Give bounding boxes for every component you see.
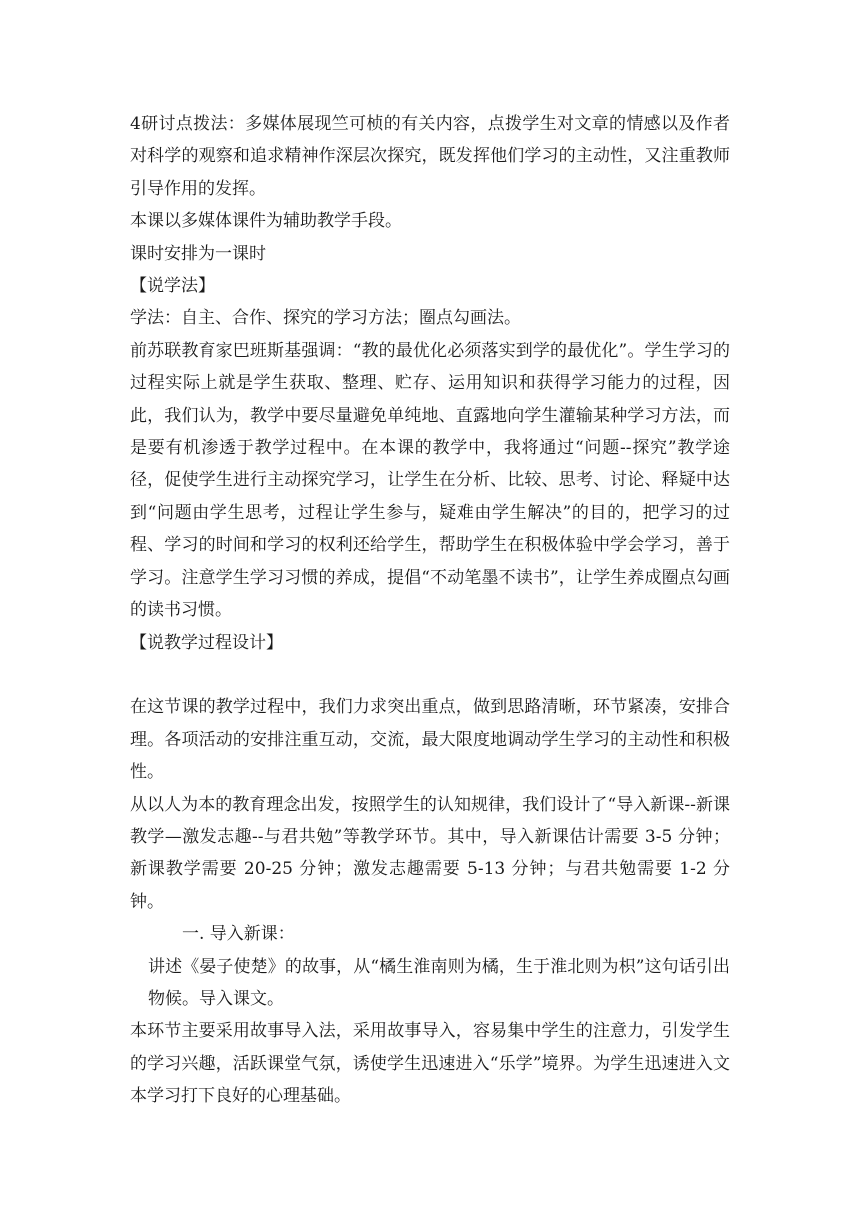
paragraph-research-method: 4研讨点拨法：多媒体展现竺可桢的有关内容，点拨学生对文章的情感以及作者对科学的观察和追求精神作深层次探究，既发挥他们学习的主动性，又注重教师引导作用的发挥。 (130, 114, 730, 199)
section-heading-process-design: 【说教学过程设计】 (130, 632, 283, 653)
paragraph-study-method: 学法：自主、合作、探究的学习方法；圈点勾画法。 (130, 308, 521, 329)
paragraph-story: 讲述《晏子使楚》的故事，从“橘生淮南则为橘，生于淮北则为枳”这句话引出物候。导入课文。 (148, 956, 730, 1009)
subheading-introduction: 一. 导入新课： (182, 924, 295, 945)
section-heading-study-method: 【说学法】 (130, 276, 215, 297)
paragraph-story-method: 本环节主要采用故事导入法，采用故事导入，容易集中学生的注意力，引发学生的学习兴趣，活跃课堂气氛，诱使学生迅速进入“乐学”境界。为学生迅速进入文本学习打下良好的心理基础。 (130, 1021, 730, 1107)
paragraph-teaching-steps: 从以人为本的教育理念出发，按照学生的认知规律，我们设计了“导入新课--新课教学—激发志趣--与君共勉”等教学环节。其中，导入新课估计需要 3-5 分钟；新课教学需要 20-25 分钟；激发志趣需要 5-13 分钟；与君共勉需要 1-2 分钟。 (130, 794, 730, 912)
paragraph-multimedia: 本课以多媒体课件为辅助教学手段。 (130, 211, 402, 232)
paragraph-babansky: 前苏联教育家巴班斯基强调：“教的最优化必须落实到学的最优化”。学生学习的过程实际上就是学生获取、整理、贮存、运用知识和获得学习能力的过程，因此，我们认为，教学中要尽量避免单纯地、直露地向学生灌输某种学习方法，而是要有机渗透于教学过程中。在本课的教学中，我将通过“问题--探究”教学途径，促使学生进行主动探究学习，让学生在分析、比较、思考、讨论、释疑中达到“问题由学生思考，过程让学生参与，疑难由学生解决”的目的，把学习的过程、学习的时间和学习的权利还给学生，帮助学生在积极体验中学会学习，善于学习。注意学生学习习惯的养成，提倡“不动笔墨不读书”，让学生养成圈点勾画的读书习惯。 (130, 340, 730, 621)
blank-line (130, 659, 730, 691)
paragraph-lesson-time: 课时安排为一课时 (130, 243, 266, 264)
paragraph-process-overview: 在这节课的教学过程中，我们力求突出重点，做到思路清晰，环节紧凑，安排合理。各项活动的安排注重互动，交流，最大限度地调动学生学习的主动性和积极性。 (130, 697, 730, 783)
document-body (130, 108, 730, 1113)
